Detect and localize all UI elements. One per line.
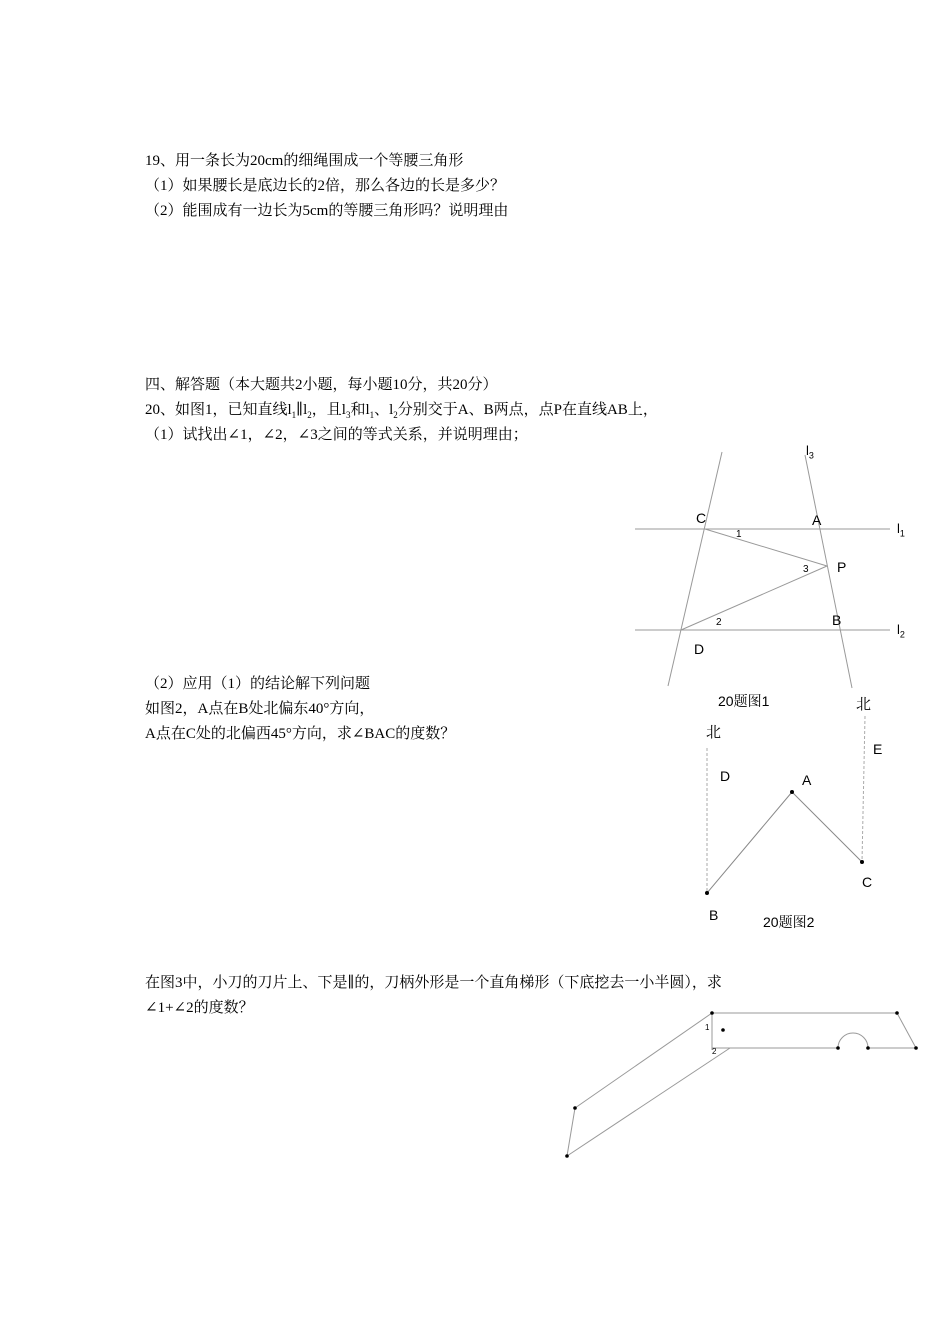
label-angle-2-fig3: 2 xyxy=(712,1047,717,1056)
blade-tip xyxy=(567,1108,575,1156)
segment-ba xyxy=(707,792,792,893)
q20-part1: （1）试找出∠1，∠2，∠3之间的等式关系，并说明理由； xyxy=(145,427,528,443)
point-a xyxy=(790,790,794,794)
figure2 xyxy=(705,716,865,895)
label-point-p: P xyxy=(837,559,847,575)
label-point-d2: D xyxy=(720,768,731,784)
q20-part2-intro: （2）应用（1）的结论解下列问题 xyxy=(145,676,371,692)
segment-ac xyxy=(792,792,862,862)
segment-cp xyxy=(705,529,827,566)
point-c xyxy=(860,860,864,864)
label-point-b: B xyxy=(832,612,842,628)
handle-semicircle xyxy=(838,1033,868,1048)
label-point-c: C xyxy=(696,510,707,526)
q19-part1: （1）如果腰长是底边长的2倍，那么各边的长是多少？ xyxy=(145,178,506,194)
label-angle-2: 2 xyxy=(716,617,722,628)
q19-part2: （2）能围成有一边长为5cm的等腰三角形吗？说明理由 xyxy=(145,203,509,219)
label-point-a2: A xyxy=(802,772,812,788)
label-angle-3: 3 xyxy=(803,564,809,575)
section4-heading: 四、解答题（本大题共2小题，每小题10分，共20分） xyxy=(145,377,498,393)
label-north-right: 北 xyxy=(856,696,872,713)
label-point-d: D xyxy=(694,641,705,657)
label-l1: $l_1$ xyxy=(897,521,905,539)
figure1 xyxy=(635,452,890,688)
q20-part3-line1: 在图3中，小刀的刀片上、下是∥的，刀柄外形是一个直角梯形（下底挖去一小半圆），求 xyxy=(145,975,722,991)
q20-part3-line2: ∠1+∠2的度数？ xyxy=(145,1000,254,1016)
segment-dp xyxy=(681,566,827,630)
point-b xyxy=(705,891,709,895)
label-l2: $l_2$ xyxy=(897,622,905,640)
q20-part2-line3: A点在C处的北偏西45°方向，求∠BAC的度数？ xyxy=(145,726,456,742)
figure2-caption: 20题图2 xyxy=(763,914,815,930)
blade-top xyxy=(575,1013,712,1108)
figure3 xyxy=(567,1013,916,1156)
label-point-e: E xyxy=(873,741,883,757)
figure3-points xyxy=(565,1011,918,1158)
north-line-c xyxy=(862,716,865,862)
q20-stem: 20、如图1，已知直线$l_1\parallel l_2$，且$l_3$和$l_1$、$l_2$分别交于A、B两点，点P在直线AB上， xyxy=(145,402,658,420)
label-angle-1-fig3: 1 xyxy=(705,1023,710,1032)
label-point-a: A xyxy=(812,512,822,528)
q20-part2-line2: 如图2，A点在B处北偏东40°方向， xyxy=(145,701,375,717)
label-l3: $l_3$ xyxy=(806,443,814,461)
figure1-caption: 20题图1 xyxy=(718,693,770,709)
label-point-b2: B xyxy=(709,907,719,923)
label-point-c2: C xyxy=(862,874,873,890)
label-north-left: 北 xyxy=(706,724,722,741)
blade-bottom xyxy=(567,1048,730,1156)
handle-right xyxy=(897,1013,916,1048)
q19-title: 19、用一条长为20cm的细绳围成一个等腰三角形 xyxy=(145,153,464,169)
label-angle-1: 1 xyxy=(736,529,742,540)
